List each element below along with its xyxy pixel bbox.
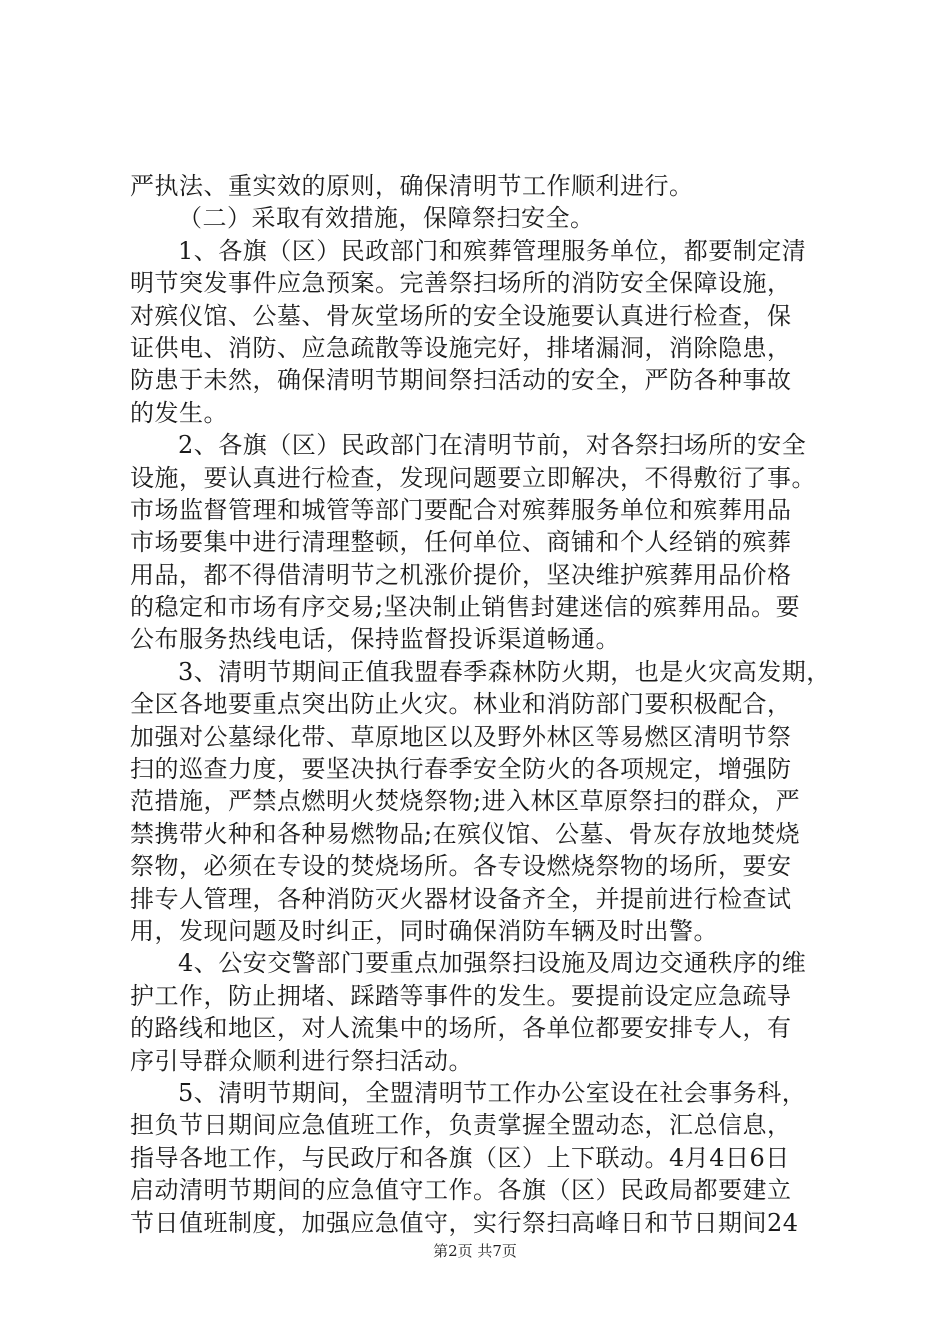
text-line: 2、各旗（区）民政部门在清明节前，对各祭扫场所的安全: [178, 431, 807, 460]
text-line: 节日值班制度，加强应急值守，实行祭扫高峰日和节日期间24: [130, 1208, 799, 1237]
text-line: 严执法、重实效的原则，确保清明节工作顺利进行。: [130, 172, 694, 200]
text-line: 用品，都不得借清明节之机涨价提价，坚决维护殡葬用品价格: [130, 560, 792, 589]
page-number-footer: 第2页 共7页: [433, 1242, 517, 1260]
text-line: 公布服务热线电话，保持监督投诉渠道畅通。: [130, 625, 620, 654]
text-line: 对殡仪馆、公墓、骨灰堂场所的安全设施要认真进行检查，保: [130, 301, 792, 330]
text-line: 市场监督管理和城管等部门要配合对殡葬服务单位和殡葬用品: [130, 495, 792, 524]
text-line: 全区各地要重点突出防止火灾。林业和消防部门要积极配合，: [130, 690, 792, 719]
text-line: 范措施，严禁点燃明火焚烧祭物;进入林区草原祭扫的群众，严: [130, 787, 801, 816]
text-line: 证供电、消防、应急疏散等设施完好，排堵漏洞，消除隐患，: [130, 333, 792, 362]
document-body: [130, 170, 830, 1239]
text-line: 祭物，必须在专设的焚烧场所。各专设燃烧祭物的场所，要安: [130, 852, 792, 881]
text-line: 的发生。: [130, 398, 228, 427]
text-line: 排专人管理，各种消防灭火器材设备齐全，并提前进行检查试: [130, 884, 792, 913]
text-line: 的路线和地区，对人流集中的场所，各单位都要安排专人，有: [130, 1014, 792, 1043]
text-line: 防患于未然，确保清明节期间祭扫活动的安全，严防各种事故: [130, 366, 792, 395]
text-line: 5、清明节期间，全盟清明节工作办公室设在社会事务科，: [178, 1078, 807, 1107]
text-line: 启动清明节期间的应急值守工作。各旗（区）民政局都要建立: [130, 1176, 792, 1205]
text-line: 指导各地工作，与民政厅和各旗（区）上下联动。4月4日6日: [130, 1143, 790, 1172]
text-line: 加强对公墓绿化带、草原地区以及野外林区等易燃区清明节祭: [130, 722, 792, 751]
text-line: 序引导群众顺利进行祭扫活动。: [130, 1046, 473, 1075]
text-line: 明节突发事件应急预案。完善祭扫场所的消防安全保障设施，: [130, 269, 792, 298]
text-line: 设施，要认真进行检查，发现问题要立即解决，不得敷衍了事。: [130, 463, 816, 492]
text-line: 1、各旗（区）民政部门和殡葬管理服务单位，都要制定清: [178, 236, 807, 265]
text-line: 3、清明节期间正值我盟春季森林防火期，也是火灾高发期，: [178, 657, 831, 686]
text-line: 护工作，防止拥堵、踩踏等事件的发生。要提前设定应急疏导: [130, 981, 792, 1010]
text-line: 禁携带火种和各种易燃物品;在殡仪馆、公墓、骨灰存放地焚烧: [130, 819, 801, 848]
text-line: 市场要集中进行清理整顿，任何单位、商铺和个人经销的殡葬: [130, 528, 792, 557]
text-line: 用，发现问题及时纠正，同时确保消防车辆及时出警。: [130, 916, 718, 945]
text-line: 扫的巡查力度，要坚决执行春季安全防火的各项规定，增强防: [130, 755, 792, 784]
text-line: 4、公安交警部门要重点加强祭扫设施及周边交通秩序的维: [178, 949, 807, 978]
text-line: 担负节日期间应急值班工作，负责掌握全盟动态，汇总信息，: [130, 1111, 792, 1140]
text-line: 的稳定和市场有序交易;坚决制止销售封建迷信的殡葬用品。要: [130, 593, 801, 622]
section-heading: （二）采取有效措施，保障祭扫安全。: [178, 204, 595, 233]
